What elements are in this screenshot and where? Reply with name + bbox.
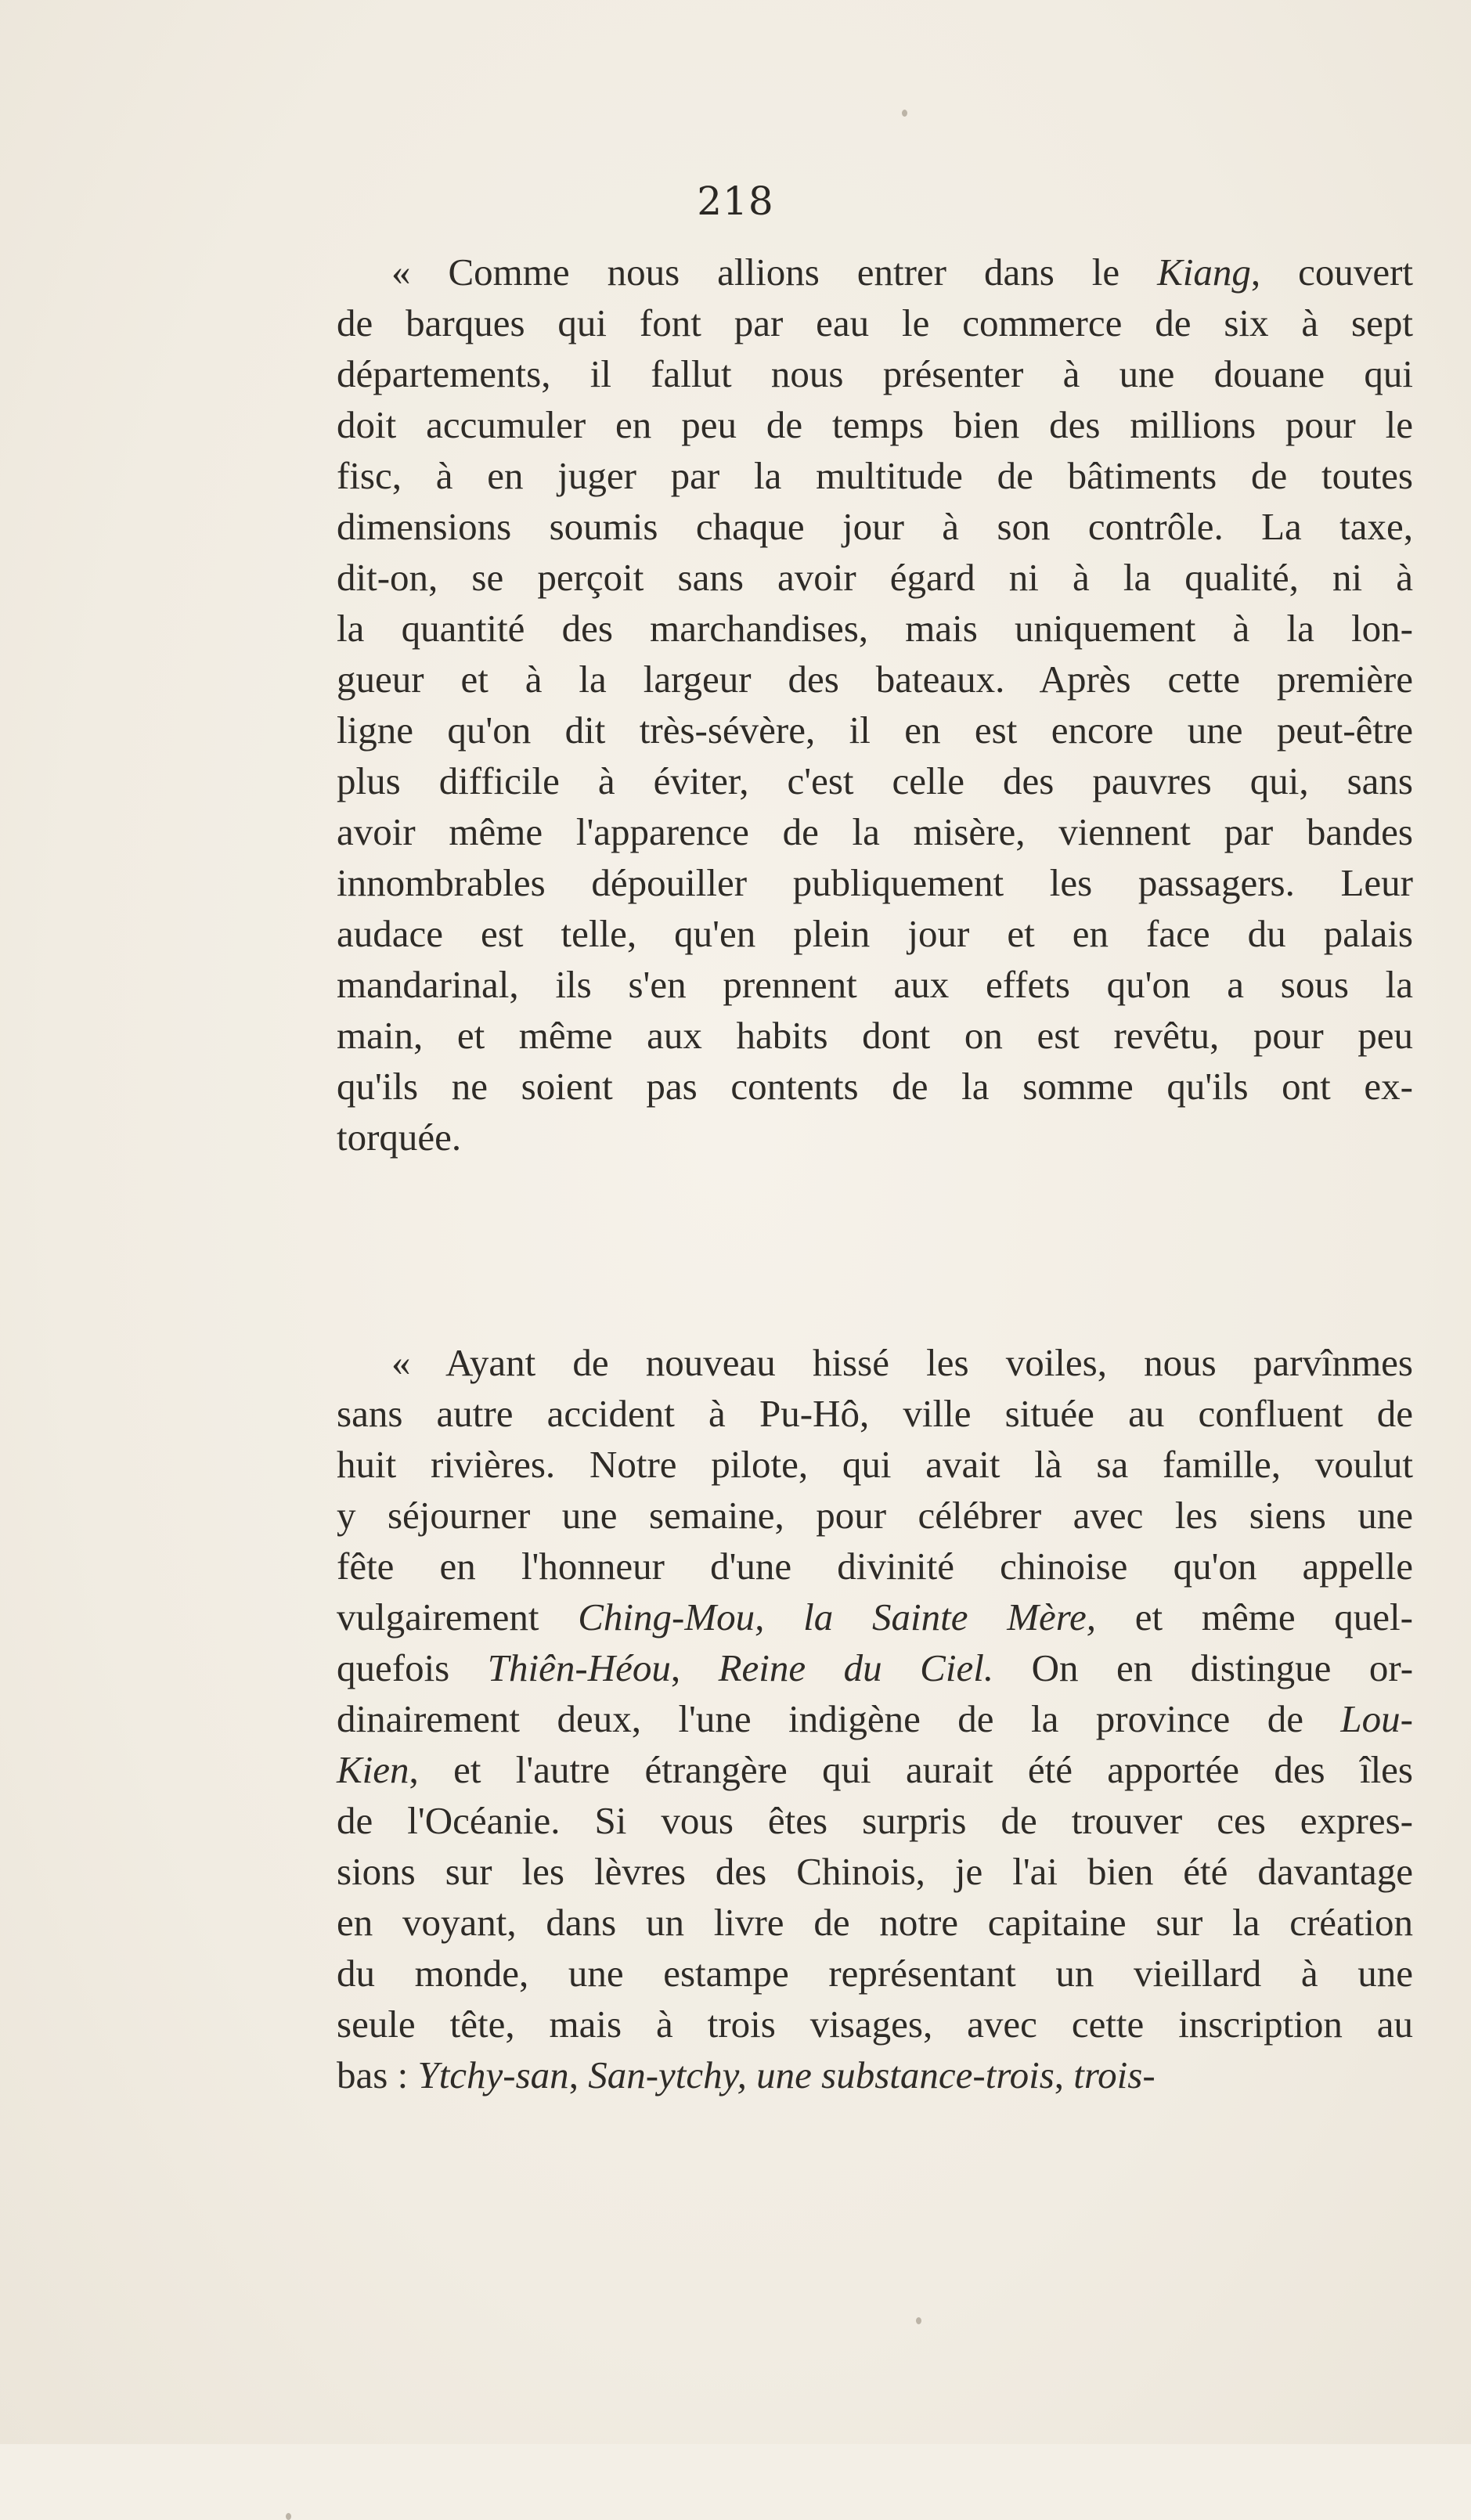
text-line	[337, 1999, 1413, 2050]
text-run: dinairement deux, l'une indigène de la province de	[337, 1697, 1341, 1740]
italic-text: Thiên-Héou	[487, 1646, 671, 1689]
text-line	[337, 247, 1413, 297]
italic-text: Ching-Mou, la Sainte Mère,	[578, 1595, 1097, 1639]
text-run: , couvert	[1250, 251, 1414, 294]
italic-text: Kien	[337, 1748, 409, 1791]
text-line	[337, 959, 1413, 1010]
text-run: On en distingue or-	[993, 1646, 1414, 1689]
paper-speck	[916, 2317, 921, 2324]
paragraph-2	[337, 1337, 1413, 2100]
text-run: ligne qu'on dit très-sévère, il en est encore une peut-être	[337, 708, 1413, 752]
text-run: , et l'autre étrangère qui aurait été apportée des îles	[409, 1748, 1413, 1791]
italic-text: Ytchy-san	[417, 2053, 569, 2096]
text-line	[337, 806, 1413, 857]
text-line	[337, 1388, 1413, 1439]
italic-text: Reine du Ciel.	[718, 1646, 994, 1689]
paper-speck	[902, 110, 907, 117]
text-run: « Comme nous allions entrer dans le	[391, 251, 1158, 294]
text-run: y séjourner une semaine, pour célébrer avec les siens une	[337, 1494, 1413, 1537]
text-line	[337, 1744, 1413, 1795]
text-run: avoir même l'apparence de la misère, viennent par bandes	[337, 810, 1413, 853]
text-line	[337, 1948, 1413, 1999]
text-line	[337, 1112, 1413, 1163]
text-line	[337, 1693, 1413, 1744]
page-number: 218	[697, 178, 774, 224]
text-line	[337, 2050, 1413, 2100]
text-line	[337, 1061, 1413, 1112]
text-run: quefois	[337, 1646, 488, 1689]
text-run: dimensions soumis chaque jour à son contrôle. La taxe,	[337, 505, 1413, 548]
text-run: départements, il fallut nous présenter à une douane qui	[337, 352, 1413, 395]
text-line	[337, 399, 1413, 450]
text-line	[337, 654, 1413, 705]
italic-text: Kiang	[1157, 251, 1251, 294]
text-line	[337, 908, 1413, 959]
text-line	[337, 1846, 1413, 1897]
text-line	[337, 552, 1413, 603]
text-run: de l'Océanie. Si vous êtes surpris de trouver ces expres-	[337, 1799, 1413, 1842]
text-run: gueur et à la largeur des bateaux. Après cette première	[337, 658, 1413, 701]
text-run: qu'ils ne soient pas contents de la somme qu'ils ont ex-	[337, 1065, 1413, 1108]
text-line	[337, 705, 1413, 755]
text-run: sions sur les lèvres des Chinois, je l'ai bien été davantage	[337, 1850, 1413, 1893]
text-run: ,	[1054, 2053, 1074, 2096]
text-line	[337, 1795, 1413, 1846]
text-line	[337, 501, 1413, 552]
text-line	[337, 297, 1413, 348]
italic-text: Lou-	[1340, 1697, 1413, 1740]
text-run: bas :	[337, 2053, 418, 2096]
text-run: sans autre accident à Pu-Hô, ville située au confluent de	[337, 1392, 1413, 1435]
text-run: du monde, une estampe représentant un vieillard à une	[337, 1952, 1413, 1995]
text-line	[337, 755, 1413, 806]
text-run: audace est telle, qu'en plein jour et en face du palais	[337, 912, 1413, 955]
text-run: ,	[670, 1646, 719, 1689]
text-line	[337, 1642, 1413, 1693]
text-run: en voyant, dans un livre de notre capitaine sur la création	[337, 1901, 1413, 1944]
paragraph-1	[337, 247, 1413, 1163]
text-line	[337, 1541, 1413, 1592]
text-run: doit accumuler en peu de temps bien des millions pour le	[337, 403, 1413, 446]
text-line	[337, 450, 1413, 501]
italic-text: San-ytchy, une substance-trois	[588, 2053, 1055, 2096]
text-run: main, et même aux habits dont on est revêtu, pour peu	[337, 1014, 1413, 1057]
text-line	[337, 1010, 1413, 1061]
italic-text: trois-	[1073, 2053, 1156, 2096]
text-run: mandarinal, ils s'en prennent aux effets qu'on a sous la	[337, 963, 1413, 1006]
text-line	[337, 1439, 1413, 1490]
text-line	[337, 603, 1413, 654]
text-run: fisc, à en juger par la multitude de bâtiments de toutes	[337, 454, 1413, 497]
text-line	[337, 1490, 1413, 1541]
text-run: fête en l'honneur d'une divinité chinoise qu'on appelle	[337, 1545, 1413, 1588]
text-run: et même quel-	[1096, 1595, 1413, 1639]
text-run: seule tête, mais à trois visages, avec cette inscription au	[337, 2003, 1413, 2046]
text-run: torquée.	[337, 1116, 462, 1159]
text-run: innombrables dépouiller publiquement les passagers. Leur	[337, 861, 1413, 904]
text-run: « Ayant de nouveau hissé les voiles, nous parvînmes	[391, 1341, 1413, 1384]
text-run: de barques qui font par eau le commerce de six à sept	[337, 301, 1413, 344]
text-run: vulgairement	[337, 1595, 579, 1639]
text-run: plus difficile à éviter, c'est celle des pauvres qui, sans	[337, 759, 1413, 802]
text-line	[337, 348, 1413, 399]
text-run: la quantité des marchandises, mais uniquement à la lon-	[337, 607, 1413, 650]
text-line	[337, 1897, 1413, 1948]
paper-speck	[286, 2513, 291, 2520]
text-run: ,	[568, 2053, 589, 2096]
text-run: dit-on, se perçoit sans avoir égard ni à la qualité, ni à	[337, 556, 1413, 599]
text-line	[337, 857, 1413, 908]
text-run: huit rivières. Notre pilote, qui avait là sa famille, voulut	[337, 1443, 1413, 1486]
text-line	[337, 1337, 1413, 1388]
text-line	[337, 1592, 1413, 1642]
